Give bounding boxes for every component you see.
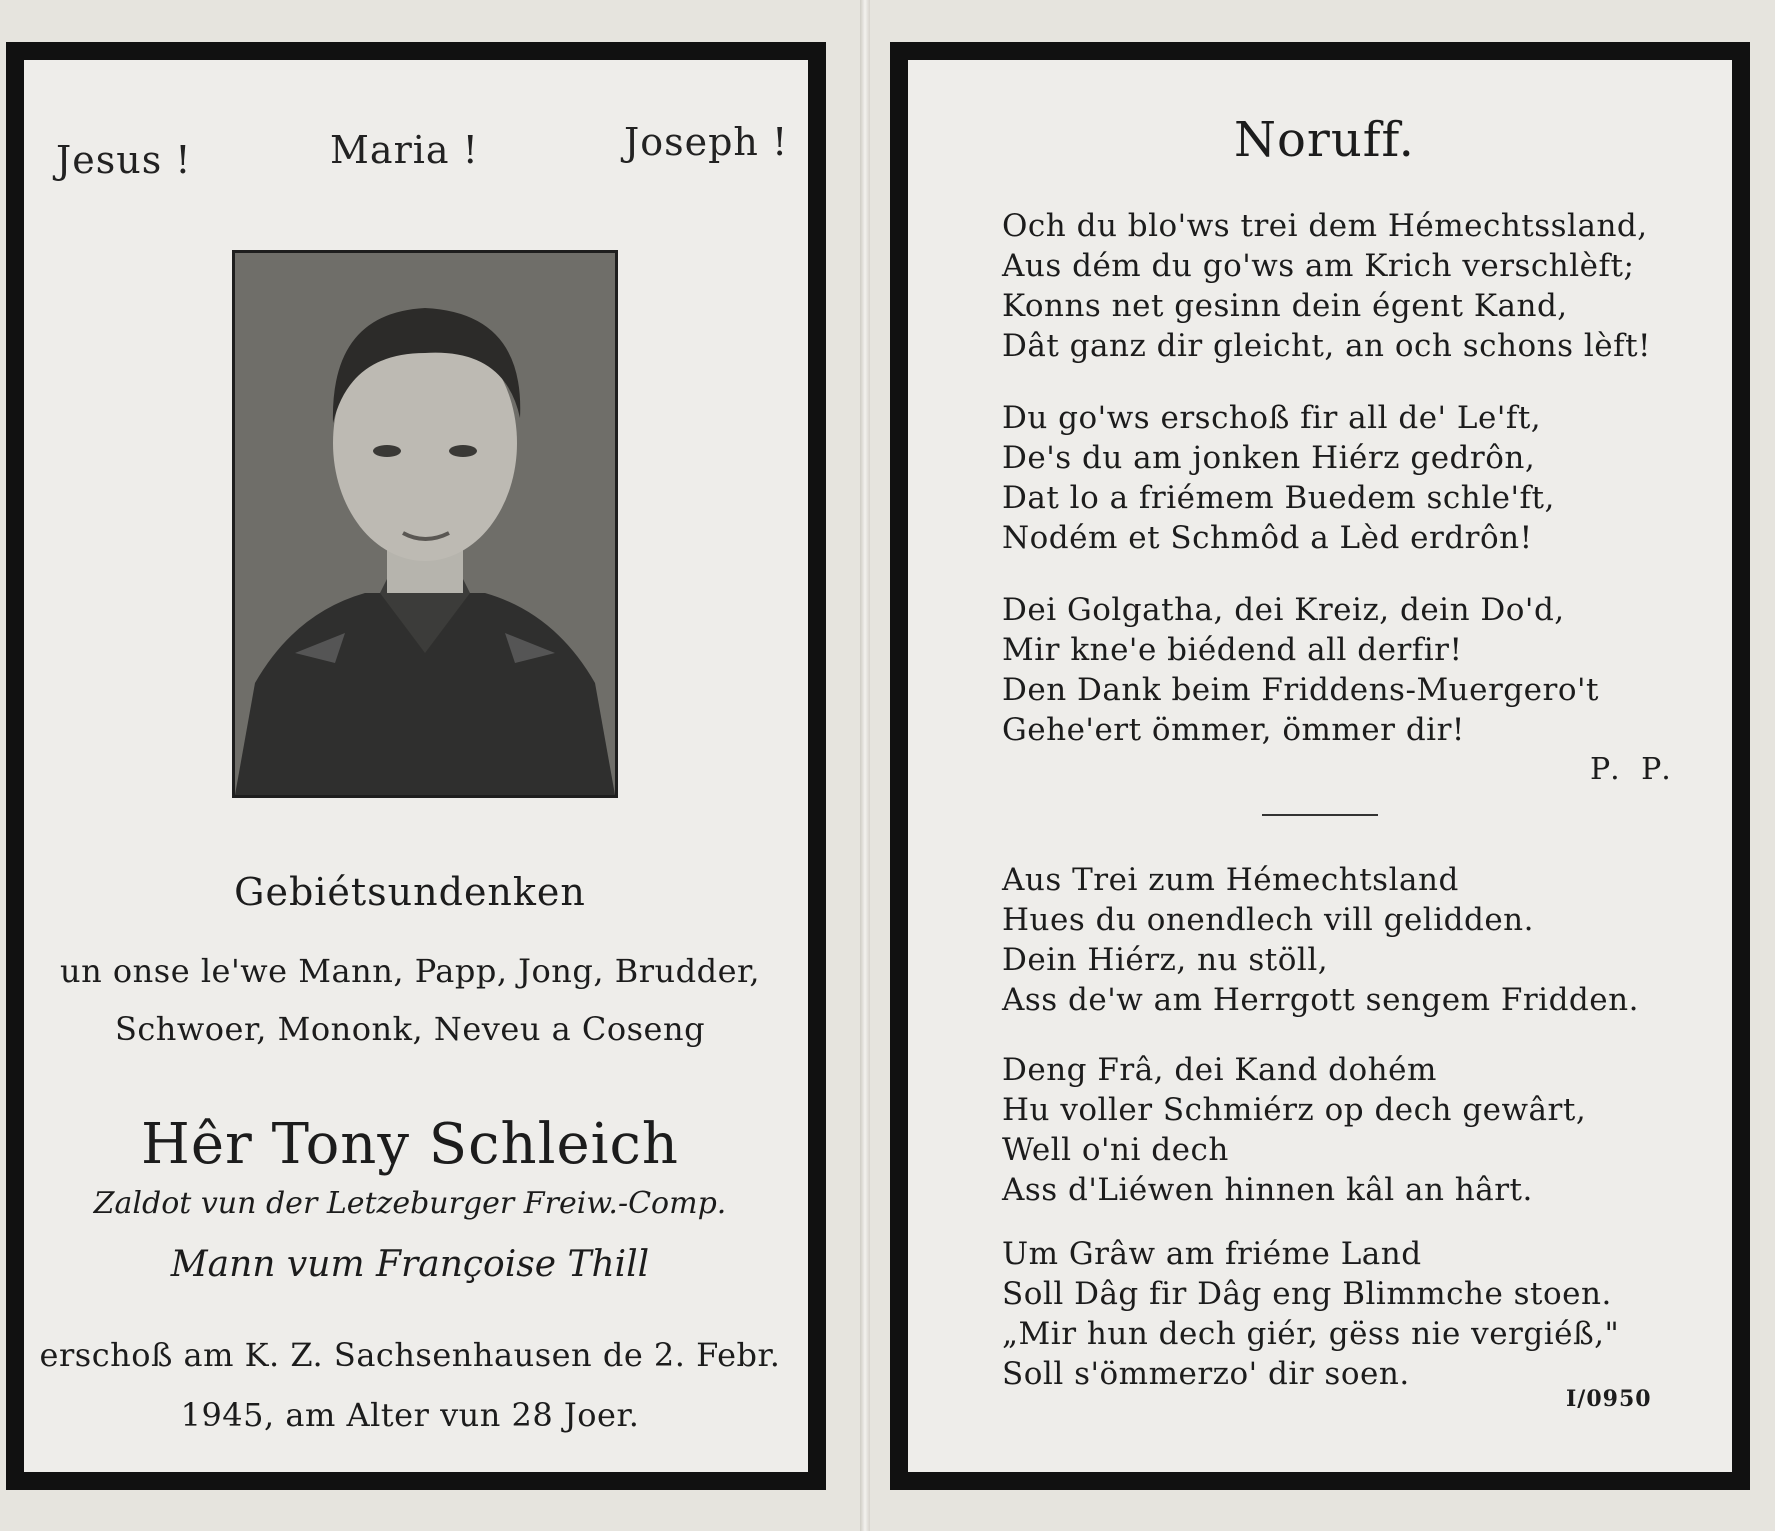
stanza-3 [1002, 590, 1662, 750]
poem-line: Och du blo'ws trei dem Hémechtssland, [1002, 208, 1648, 244]
poem-line: Hu voller Schmiérz op dech gewârt, [1002, 1092, 1587, 1128]
stanza-4 [1002, 860, 1662, 1020]
poem-line: Dein Hiérz, nu stöll, [1002, 942, 1329, 978]
poem-line: Ass de'w am Herrgott sengem Fridden. [1002, 982, 1639, 1018]
dedication-line-1: un onse le'we Mann, Papp, Jong, Brudder, [60, 952, 760, 990]
stanza-6 [1002, 1234, 1662, 1394]
soldier-portrait [235, 253, 615, 795]
poem-line: De's du am jonken Hiérz gedrôn, [1002, 440, 1536, 476]
poem-line: Hues du onendlech vill gelidden. [1002, 902, 1534, 938]
portrait-photo [232, 250, 618, 798]
invocation-jesus: Jesus ! [56, 138, 192, 182]
death-line-1: erschoß am K. Z. Sachsenhausen de 2. Febr. [39, 1336, 781, 1374]
card-fold [860, 0, 870, 1531]
poem-title: Noruff. [1234, 112, 1415, 168]
poem-line: Dât ganz dir gleicht, an och schons lèft! [1002, 328, 1651, 364]
poem-signature: P. P. [1590, 752, 1677, 787]
poem-line: Du go'ws erschoß fir all de' Le'ft, [1002, 400, 1542, 436]
remembrance-heading: Gebiétsundenken [234, 870, 586, 914]
poem-line: Deng Frâ, dei Kand dohém [1002, 1052, 1437, 1088]
stanza-5 [1002, 1050, 1662, 1210]
dedication-line-2: Schwoer, Mononk, Neveu a Coseng [114, 1010, 706, 1048]
poem-line: Aus dém du go'ws am Krich verschlèft; [1002, 248, 1635, 284]
poem-line: Soll Dâg fir Dâg eng Blimmche stoen. [1002, 1276, 1612, 1312]
separator-rule [1262, 814, 1378, 816]
poem-line: Dat lo a friémem Buedem schle'ft, [1002, 480, 1555, 516]
print-reference: I/0950 [1566, 1386, 1652, 1412]
poem-line: Dei Golgatha, dei Kreiz, dein Do'd, [1002, 592, 1565, 628]
poem-line: Konns net gesinn dein égent Kand, [1002, 288, 1568, 324]
deceased-name: Hêr Tony Schleich [141, 1112, 679, 1177]
poem-line: Ass d'Liéwen hinnen kâl an hârt. [1002, 1172, 1533, 1208]
invocation-joseph: Joseph ! [624, 120, 789, 164]
poem-line: „Mir hun dech giér, gëss nie vergiéß," [1002, 1316, 1620, 1352]
poem-line: Den Dank beim Friddens-Muergero't [1002, 672, 1599, 708]
poem-line: Soll s'ömmerzo' dir soen. [1002, 1356, 1410, 1392]
death-line-2: 1945, am Alter vun 28 Joer. [180, 1396, 640, 1434]
stanza-1 [1002, 206, 1662, 366]
poem-line: Well o'ni dech [1002, 1132, 1229, 1168]
poem-line: Gehe'ert ömmer, ömmer dir! [1002, 712, 1465, 748]
poem-line: Aus Trei zum Hémechtsland [1002, 862, 1459, 898]
stanza-2 [1002, 398, 1662, 558]
poem-line: Nodém et Schmôd a Lèd erdrôn! [1002, 520, 1533, 556]
poem-line: Um Grâw am friéme Land [1002, 1236, 1422, 1272]
poem-line: Mir kne'e biédend all derfir! [1002, 632, 1463, 668]
spouse-line: Mann vum Françoise Thill [170, 1244, 650, 1285]
invocation-maria: Maria ! [330, 128, 479, 172]
military-role: Zaldot vun der Letzeburger Freiw.-Comp. [93, 1186, 727, 1221]
